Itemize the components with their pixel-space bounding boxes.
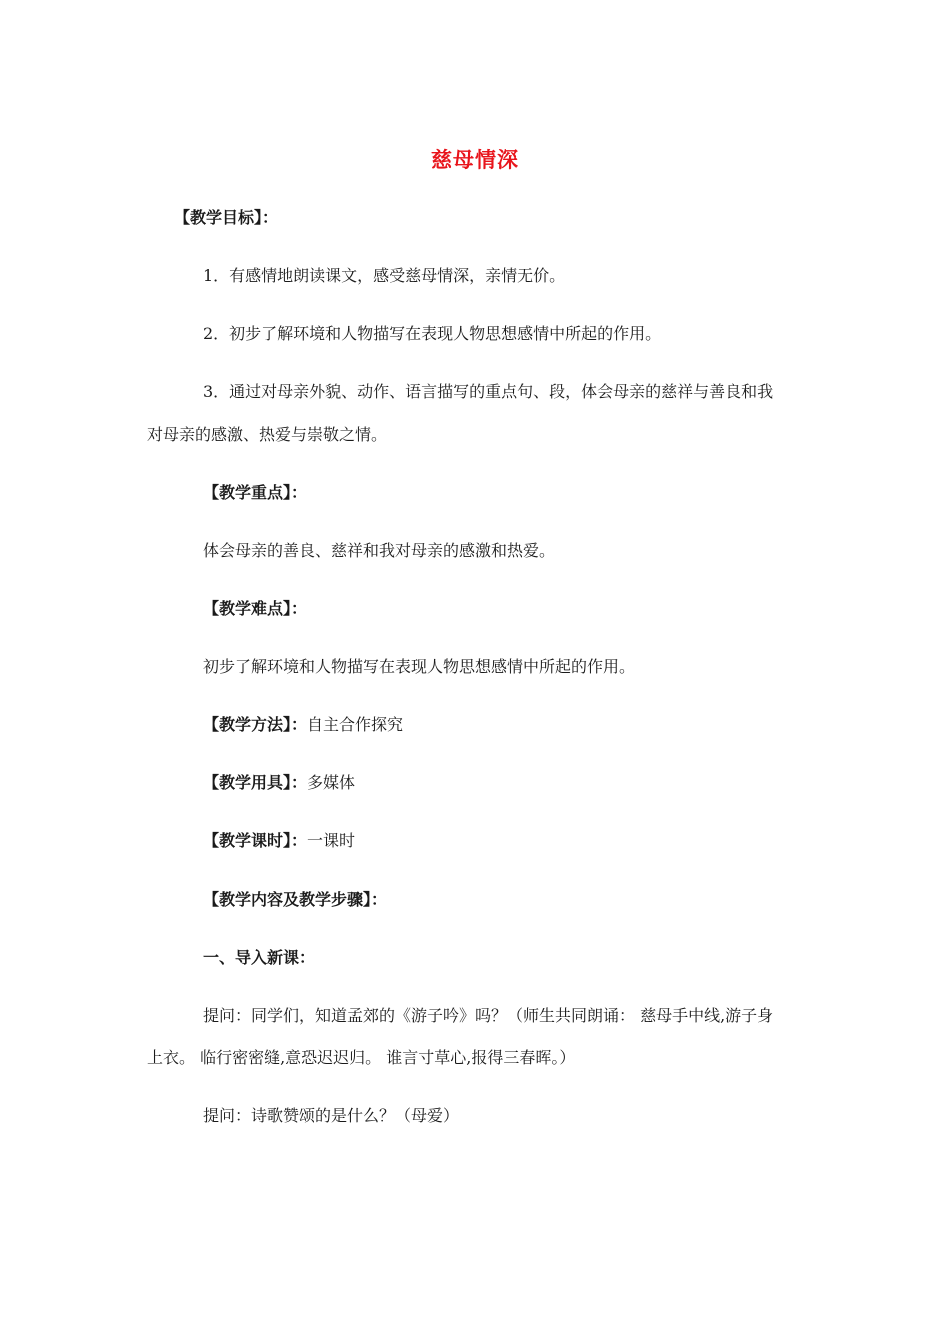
- method-line: [203, 714, 403, 736]
- time-heading: 【教学课时】：: [203, 831, 308, 850]
- objective-item-3-line-2: 对母亲的感激、热爱与崇敬之情。: [147, 425, 388, 444]
- key-points-heading: 【教学重点】：: [203, 483, 308, 502]
- step1-question2: 提问：诗歌赞颂的是什么？（母爱）: [203, 1106, 460, 1125]
- method-value: 自主合作探究: [307, 715, 404, 734]
- method-heading: 【教学方法】：: [203, 715, 308, 734]
- difficulties-heading: 【教学难点】：: [203, 599, 308, 618]
- objective-item-3-line-1: 3．通过对母亲外貌、动作、语言描写的重点句、段，体会母亲的慈祥与善良和我: [203, 382, 774, 401]
- tools-heading: 【教学用具】：: [203, 773, 308, 792]
- objective-item-1: 1．有感情地朗读课文，感受慈母情深，亲情无价。: [203, 266, 566, 285]
- step1-question1-line2: 上衣。 临行密密缝,意恐迟迟归。 谁言寸草心,报得三春晖。）: [147, 1048, 576, 1067]
- time-line: [203, 830, 355, 852]
- step1-question1-line1: 提问：同学们，知道孟郊的《游子吟》吗？（师生共同朗诵： 慈母手中线,游子身: [203, 1006, 774, 1025]
- key-points-text: 体会母亲的善良、慈祥和我对母亲的感激和热爱。: [203, 541, 556, 560]
- step1-heading: 一、导入新课：: [203, 948, 316, 967]
- difficulties-text: 初步了解环境和人物描写在表现人物思想感情中所起的作用。: [203, 657, 636, 676]
- time-value: 一课时: [307, 831, 356, 850]
- content-heading: 【教学内容及教学步骤】：: [203, 890, 388, 909]
- document-title: 慈母情深: [431, 147, 519, 172]
- tools-line: [203, 772, 355, 794]
- objective-item-2: 2．初步了解环境和人物描写在表现人物思想感情中所起的作用。: [203, 324, 662, 343]
- tools-value: 多媒体: [307, 773, 356, 792]
- objectives-heading: 【教学目标】：: [174, 208, 279, 227]
